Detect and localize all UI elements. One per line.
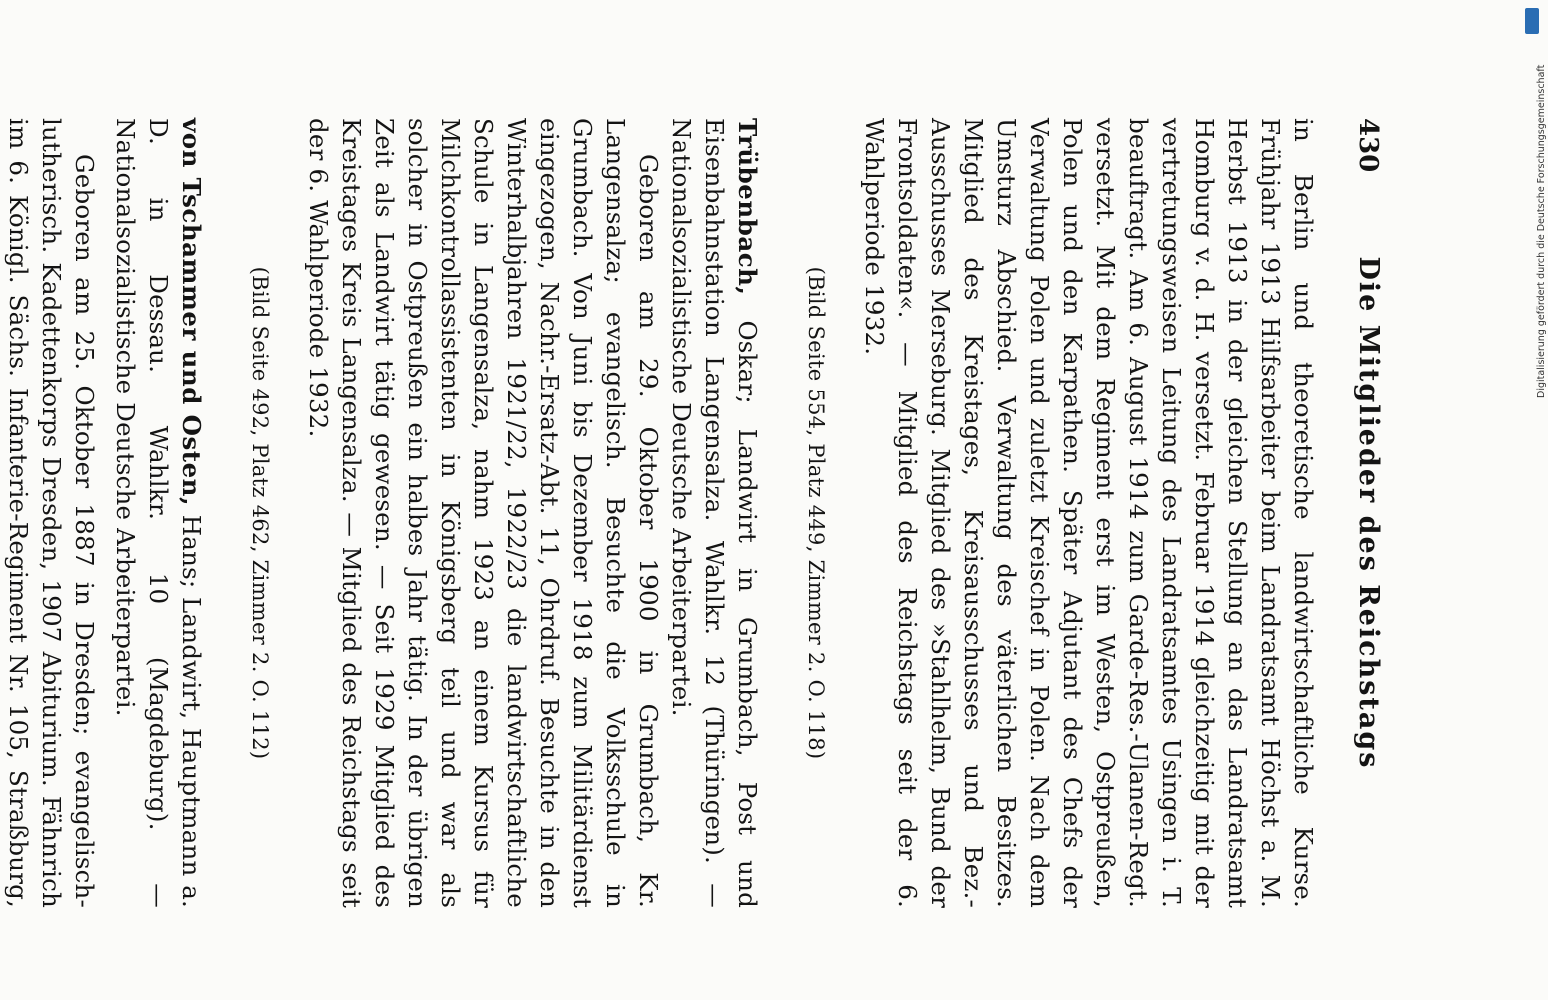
image-caption: (Bild Seite 554, Platz 449, Zimmer 2. O. 118)	[804, 266, 828, 760]
continuation-text: in Berlin und theoretische landwirtschaftliche Kurse. Frühjahr 1913 Hilfsarbeiter beim Landratsamt Höchst a. M. Herbst 1913 in der gleichen Stellung an das Landratsamt Homburg v. d. H. versetzt. Februar 1914 gleichzeitig mit der vertretungsweisen Leitung des Landratsamtes Usingen i. T. beauftragt. Am 6. August 1914 zum Garde-Res.-Ulanen-Regt. versetzt. Mit dem Regiment erst im Westen, Ostpreußen, Polen und den Karpathen. Später Adjutant des Chefs der Verwaltung Polen und zuletzt Kreischef in Polen. Nach dem Umsturz Abschied. Verwaltung des väterlichen Besitzes. Mitglied des Kreistages, Kreisausschusses und Bez.-Ausschusses Merseburg. Mitglied des »Stahlhelm, Bund der Frontsoldaten«. — Mitglied des Reichstags seit der 6. Wahlperiode 1932.	[860, 118, 1318, 908]
member-name: Trübenbach,	[733, 118, 762, 296]
member-biography: Geboren am 29. Oktober 1900 in Grumbach, Kr. Langensalza; evangelisch. Besuchte die Volksschule in Grumbach. Von Juni bis Dezember 1918 zum Militärdienst eingezogen, Nachr.-Ersatz-Abt. 11, Ohrdruf. Besuchte in den Winterhalbjahren 1921/22, 1922/23 die landwirtschaftliche Schule in Langensalza, nahm 1923 an einem Kursus für Milchkontrollassistenten in Königsberg teil und war als solcher in Ostpreußen ein halbes Jahr tätig. In der übrigen Zeit als Landwirt tätig gewesen. — Seit 1929 Mitglied des Kreistages Kreis Langensalza. — Mitglied des Reichstags seit der 6. Wahlperiode 1932.	[304, 118, 663, 908]
digitization-watermark	[1522, 8, 1547, 408]
biography-entry	[0, 118, 208, 908]
running-head: Die Mitglieder des Reichstags	[1353, 256, 1384, 770]
page-number: 430	[1353, 118, 1383, 173]
continuation-paragraph	[858, 118, 1320, 908]
watermark-text: Digitalisierung gefördert durch die Deutsche Forschungsgemeinschaft	[1536, 64, 1547, 398]
image-caption: (Bild Seite 492, Platz 462, Zimmer 2. O. 112)	[248, 266, 272, 760]
member-biography: Geboren am 25. Oktober 1887 in Dresden; evangelisch-lutherisch. Kadettenkorps Dresden, 1907 Abiturium. Fähnrich im 6. Königl. Sächs. Infanterie-Regiment Nr. 105, Straßburg,	[4, 118, 99, 908]
page-header	[1348, 118, 1384, 908]
member-intro: Hans; Landwirt, Hauptmann a. D. in Dessau. Wahlkr. 10 (Magdeburg). — Nationalsozialistische Deutsche Arbeiterpartei.	[111, 118, 206, 909]
biography-entry	[302, 118, 764, 908]
member-intro: Oskar; Landwirt in Grumbach, Post und Eisenbahnstation Langensalza. Wahlkr. 12 (Thüringen). — Nationalsozialistische Deutsche Arbeiterpartei.	[667, 118, 762, 908]
member-name: von Tschammer und Osten,	[177, 118, 206, 507]
